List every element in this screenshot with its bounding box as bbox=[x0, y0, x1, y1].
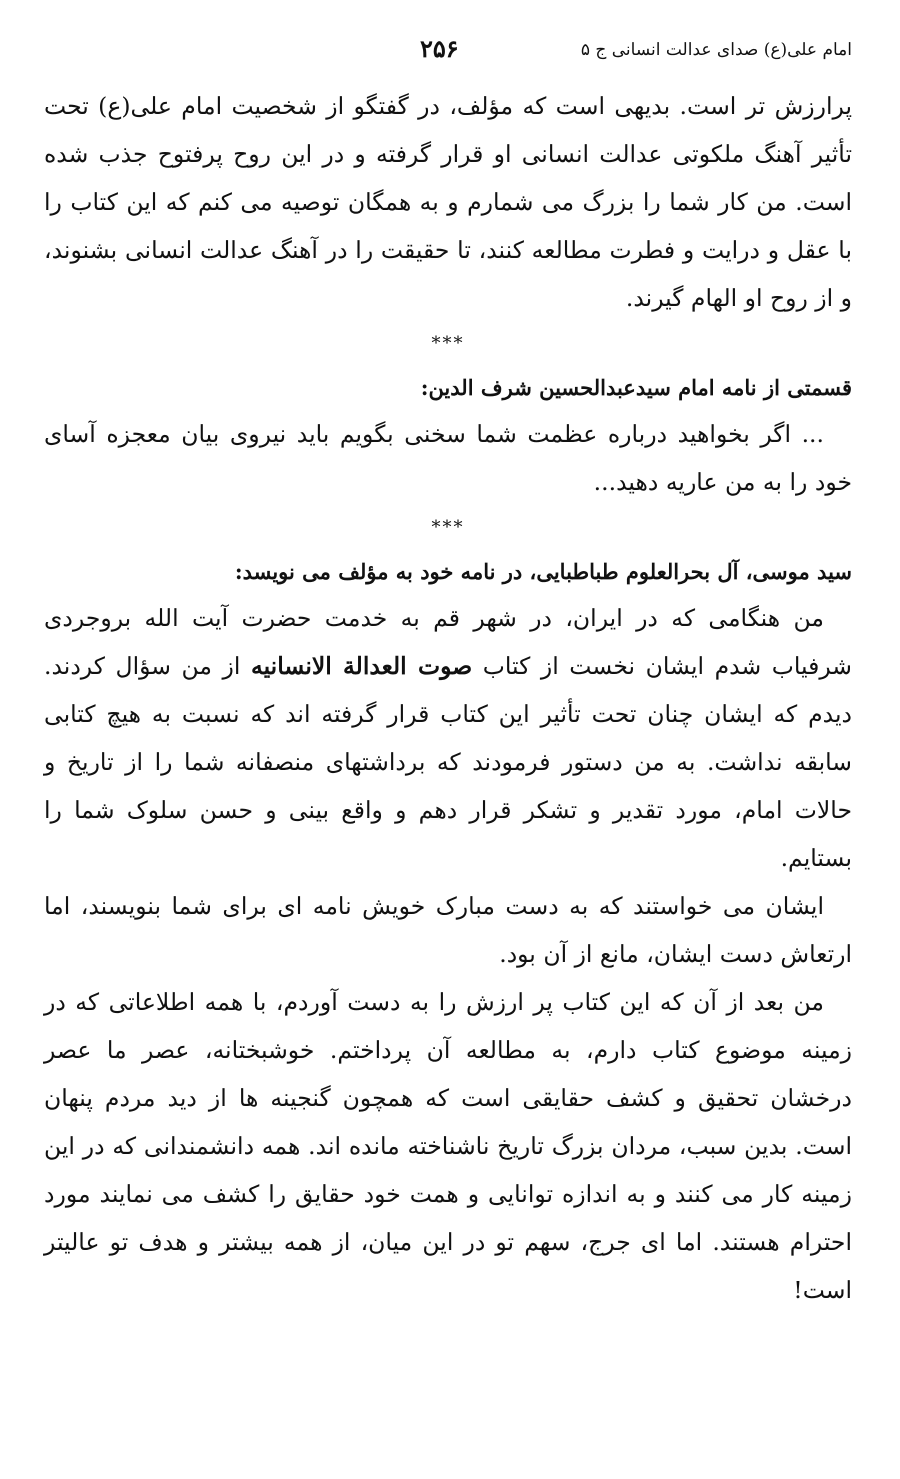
page-number: ۲۵۶ bbox=[420, 34, 459, 63]
paragraph-text: من هنگامی که در ایران، در شهر قم به خدمت حضرت آیت الله بروجردی شرفیاب شدم ایشان نخست از کتاب bbox=[44, 604, 852, 680]
section-separator: *** bbox=[431, 333, 465, 354]
section-heading-sharafeddin: قسمتی از نامه امام سیدعبدالحسین شرف الدین: bbox=[420, 375, 852, 400]
page-header bbox=[60, 34, 852, 64]
page-body bbox=[44, 82, 852, 1314]
paragraph-after-reading: من بعد از آن که این کتاب پر ارزش را به دست آوردم، با همه اطلاعاتی که در زمینه موضوع کتاب دارم، به مطالعه آن پرداختم. خوشبختانه، عصر ما عصر درخشان تحقیق و کشف حقایقی است که همچون گنجینه ها از دید مردم پنهان است. بدین سبب، مردان بزرگ تاریخ ناشناخته مانده اند. همه دانشمندانی که در این زمینه کار می کنند و به اندازه توانایی و همت خود حقایق را کشف می نمایند مورد احترام هستند. اما ای جرج، سهم تو در این میان، از همه بیشتر و هدف تو عالیتر است! bbox=[44, 988, 852, 1304]
paragraph-letter-wish: ایشان می خواستند که به دست مبارک خویش نامه ای برای شما بنویسند، اما ارتعاش دست ایشان، مانع از آن بود. bbox=[44, 892, 852, 968]
paragraph-text: از من سؤال کردند. دیدم که ایشان چنان تحت تأثیر این کتاب قرار گرفته اند که نسبت به هیچ کتابی سابقه نداشت. به من دستور فرمودند که برداشتهای منصفانه شما را از تاریخ و حالات امام، مورد تقدیر و تشکر قرار دهم و واقع بینی و حسن سلوک شما را بستایم. bbox=[44, 652, 852, 872]
section-heading-bahrululum: سید موسی، آل بحرالعلوم طباطبایی، در نامه خود به مؤلف می نویسد: bbox=[234, 559, 852, 584]
paragraph-borujerdi bbox=[44, 594, 852, 882]
paragraph-continuation: پرارزش تر است. بدیهی است که مؤلف، در گفتگو از شخصیت امام علی(ع) تحت تأثیر آهنگ ملکوتی عدالت انسانی او قرار گرفته و در این روح پرفتوح جذب شده است. من کار شما را بزرگ می شمارم و به همگان توصیه می کنم که این کتاب را با عقل و درایت و فطرت مطالعه کنند، تا حقیقت را در آهنگ عدالت انسانی بشنوند، و از روح او الهام گیرند. bbox=[44, 92, 852, 312]
section-separator: *** bbox=[431, 517, 465, 538]
book-title: صوت العدالة الانسانیه bbox=[250, 652, 473, 680]
running-title: امام علی(ع) صدای عدالت انسانی ج ۵ bbox=[580, 40, 852, 60]
paragraph-quote-sharafeddin: ... اگر بخواهید درباره عظمت شما سخنی بگویم باید نیروی بیان معجزه آسای خود را به من عاریه دهید... bbox=[44, 420, 852, 496]
